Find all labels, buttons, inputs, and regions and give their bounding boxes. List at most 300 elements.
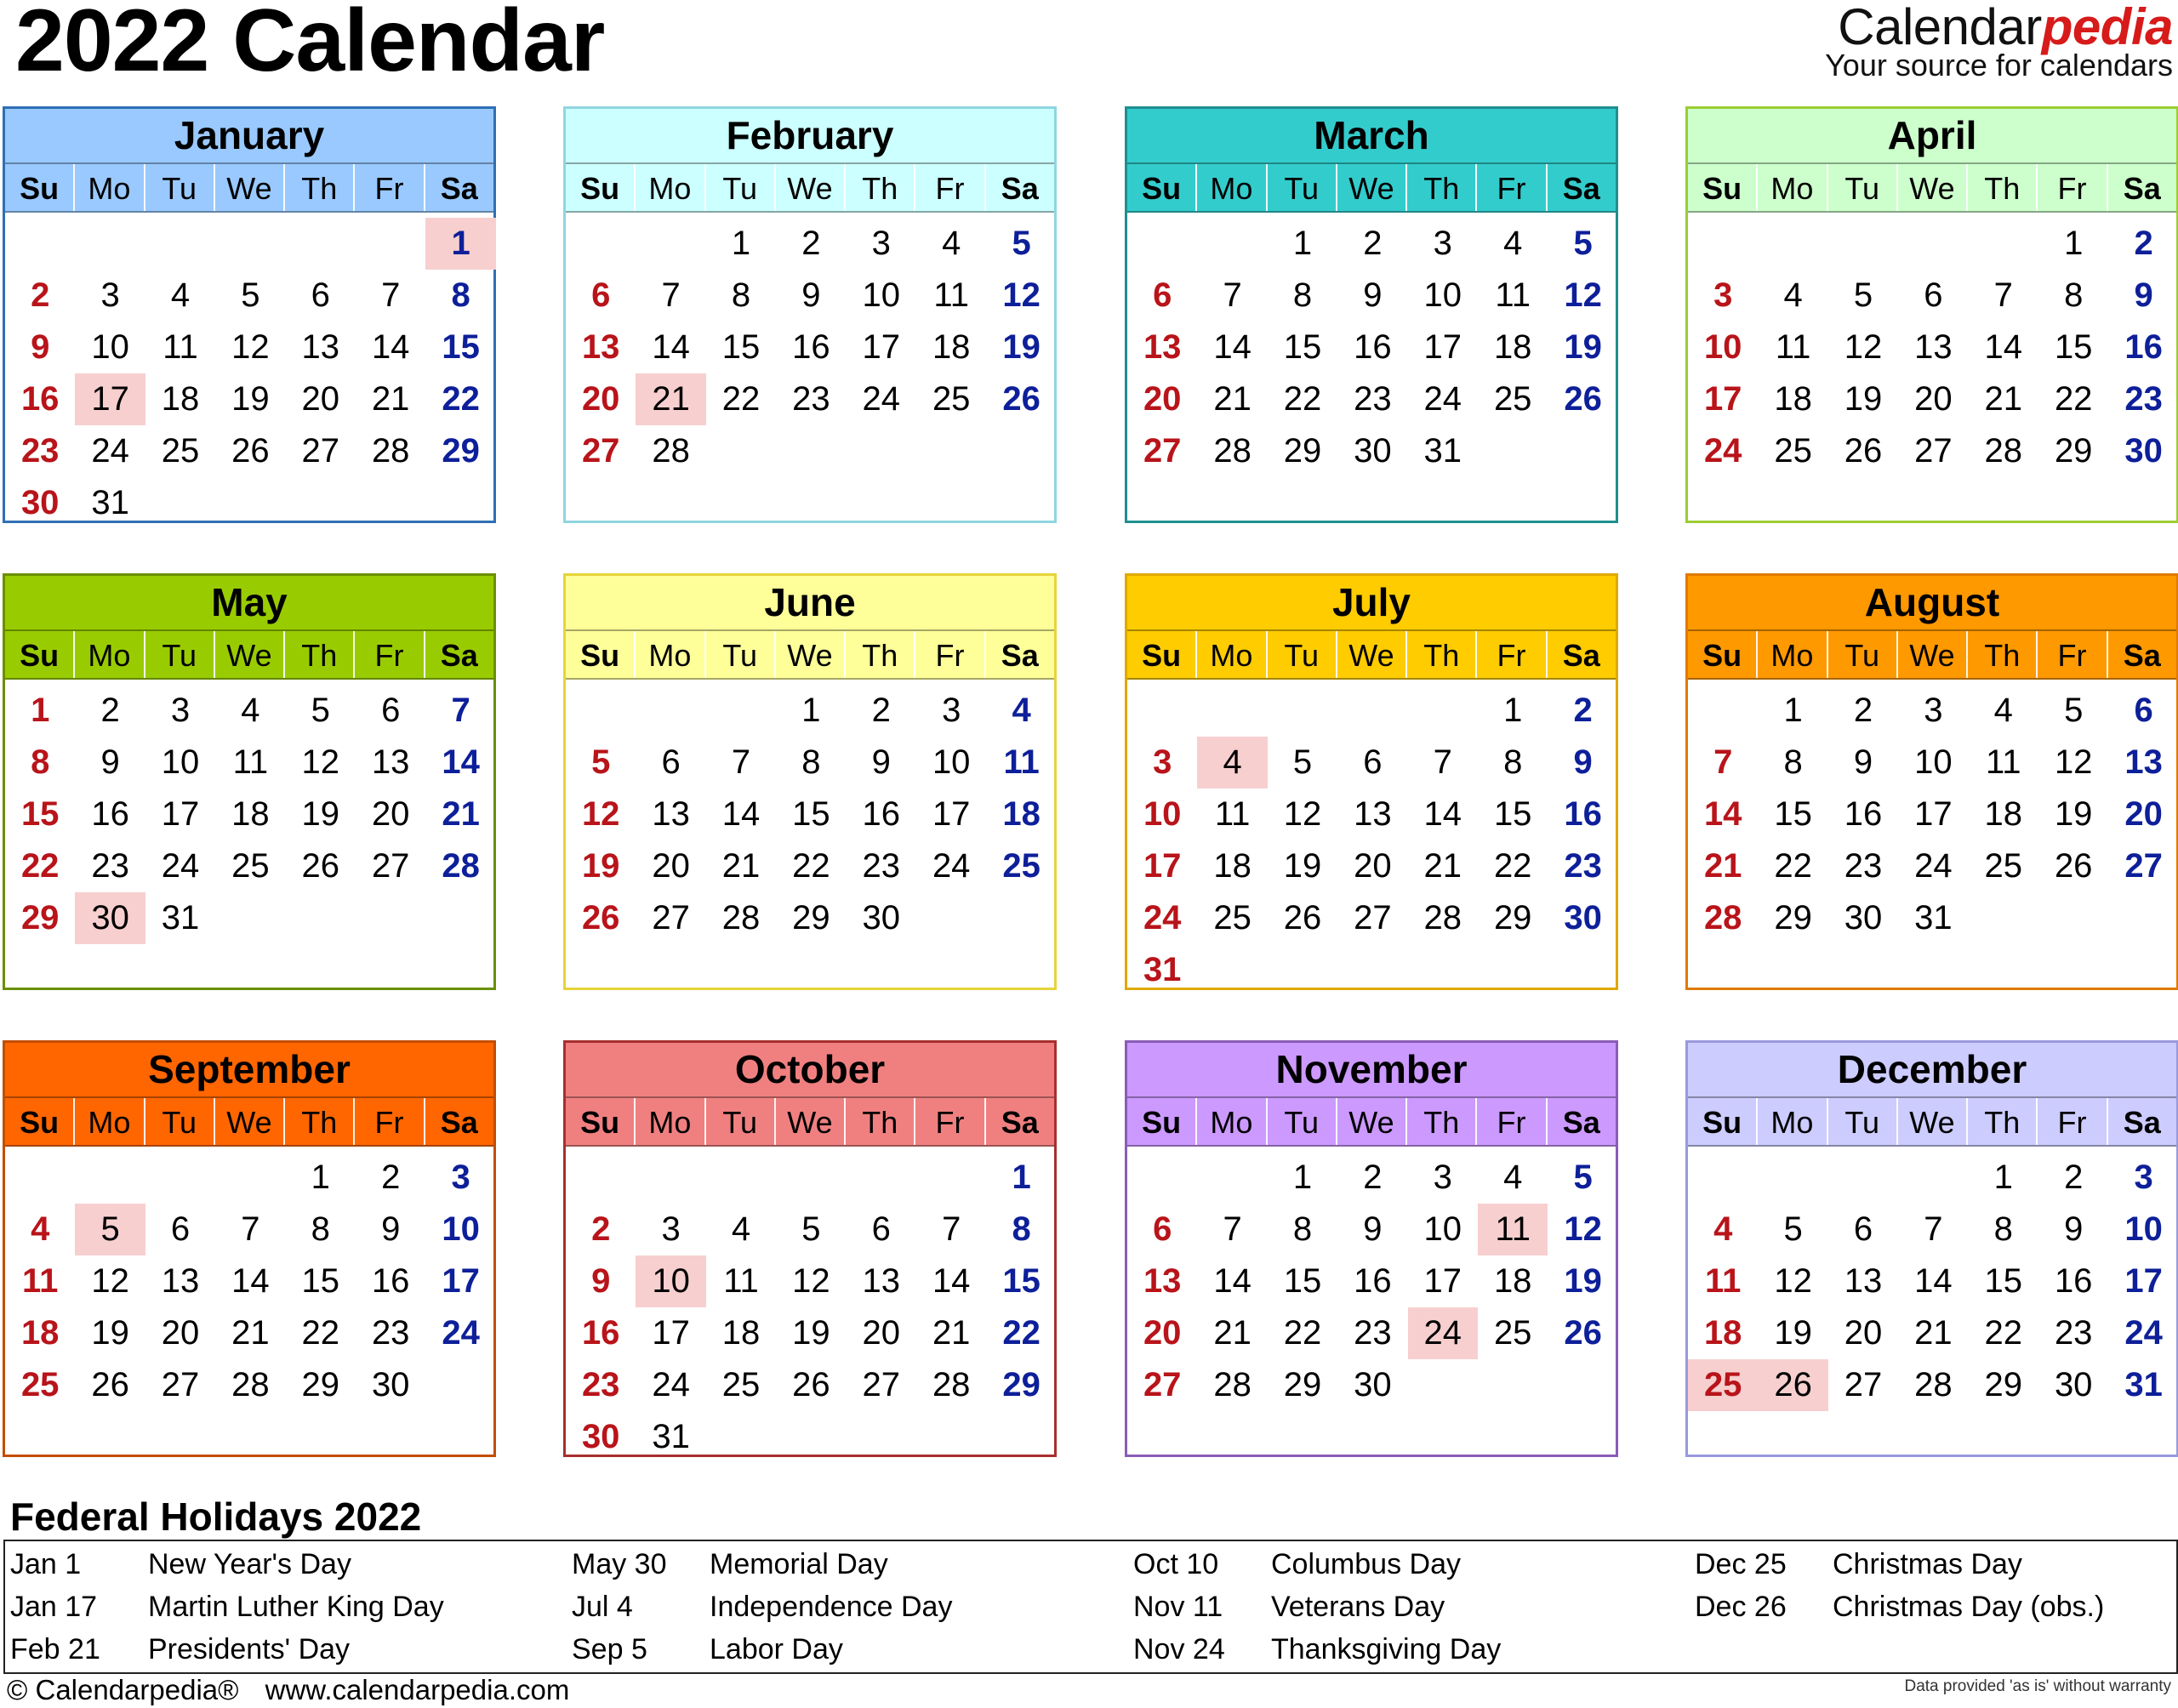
day-cell[interactable]: 28: [1984, 432, 2023, 470]
day-cell[interactable]: 17: [2124, 1262, 2163, 1300]
day-cell[interactable]: 8: [1012, 1210, 1031, 1248]
day-cell[interactable]: 26: [581, 899, 620, 937]
day-cell[interactable]: 8: [1503, 743, 1523, 781]
day-cell[interactable]: 29: [301, 1366, 340, 1403]
day-cell[interactable]: 31: [91, 484, 129, 521]
day-cell[interactable]: 4: [1993, 692, 2013, 729]
day-cell[interactable]: 28: [932, 1366, 971, 1403]
day-cell[interactable]: 14: [652, 328, 690, 366]
day-cell[interactable]: 1: [801, 692, 821, 729]
brand-logo[interactable]: [1825, 0, 2173, 81]
day-cell[interactable]: 9: [2064, 1210, 2084, 1248]
day-cell[interactable]: 9: [100, 743, 120, 781]
day-cell[interactable]: 31: [161, 899, 200, 937]
day-cell[interactable]: 2: [801, 225, 821, 262]
day-cell[interactable]: 2: [1573, 692, 1593, 729]
day-cell[interactable]: 10: [1143, 795, 1182, 833]
day-cell[interactable]: 4: [942, 225, 961, 262]
day-cell[interactable]: 3: [2134, 1159, 2153, 1196]
day-cell[interactable]: 4: [1503, 1159, 1523, 1196]
day-cell[interactable]: 24: [442, 1314, 480, 1352]
day-cell[interactable]: 5: [591, 743, 611, 781]
day-cell[interactable]: 7: [942, 1210, 961, 1248]
day-cell[interactable]: 20: [581, 380, 620, 418]
day-cell[interactable]: 21: [1703, 847, 1742, 885]
day-cell[interactable]: 2: [2064, 1159, 2084, 1196]
day-cell[interactable]: 5: [1292, 743, 1313, 781]
day-cell[interactable]: 28: [1213, 432, 1251, 470]
day-cell[interactable]: 19: [1564, 1262, 1602, 1300]
holiday-day[interactable]: 10: [636, 1255, 705, 1307]
day-cell[interactable]: 5: [2064, 692, 2084, 729]
day-cell[interactable]: 25: [1774, 432, 1812, 470]
day-cell[interactable]: 6: [661, 743, 681, 781]
day-cell[interactable]: 19: [2054, 795, 2093, 833]
day-cell[interactable]: 4: [731, 1210, 751, 1248]
day-cell[interactable]: 28: [1703, 899, 1742, 937]
day-cell[interactable]: 29: [1774, 899, 1812, 937]
day-cell[interactable]: 14: [1213, 328, 1251, 366]
day-cell[interactable]: 27: [2124, 847, 2163, 885]
day-cell[interactable]: 18: [1703, 1314, 1742, 1352]
day-cell[interactable]: 23: [20, 432, 60, 470]
day-cell[interactable]: 19: [1564, 328, 1602, 366]
day-cell[interactable]: 7: [661, 276, 681, 314]
day-cell[interactable]: 9: [1573, 743, 1593, 781]
day-cell[interactable]: 12: [2054, 743, 2093, 781]
day-cell[interactable]: 12: [231, 328, 270, 366]
day-cell[interactable]: 12: [1564, 276, 1602, 314]
day-cell[interactable]: 31: [2124, 1366, 2163, 1403]
day-cell[interactable]: 21: [1914, 1314, 1953, 1352]
day-cell[interactable]: 5: [241, 276, 260, 314]
day-cell[interactable]: 3: [1433, 225, 1452, 262]
day-cell[interactable]: 21: [231, 1314, 270, 1352]
day-cell[interactable]: 2: [1363, 225, 1383, 262]
day-cell[interactable]: 26: [792, 1366, 830, 1403]
day-cell[interactable]: 3: [1153, 743, 1172, 781]
day-cell[interactable]: 13: [2124, 743, 2163, 781]
day-cell[interactable]: 22: [2054, 380, 2093, 418]
day-cell[interactable]: 28: [231, 1366, 270, 1403]
day-cell[interactable]: 31: [1423, 432, 1462, 470]
day-cell[interactable]: 15: [1493, 795, 1532, 833]
day-cell[interactable]: 27: [301, 432, 340, 470]
day-cell[interactable]: 23: [2124, 380, 2163, 418]
day-cell[interactable]: 21: [1984, 380, 2023, 418]
day-cell[interactable]: 1: [311, 1159, 330, 1196]
day-cell[interactable]: 24: [161, 847, 200, 885]
day-cell[interactable]: 19: [1844, 380, 1883, 418]
day-cell[interactable]: 24: [1703, 432, 1742, 470]
day-cell[interactable]: 27: [862, 1366, 901, 1403]
day-cell[interactable]: 15: [1283, 328, 1322, 366]
day-cell[interactable]: 10: [932, 743, 971, 781]
day-cell[interactable]: 28: [652, 432, 690, 470]
day-cell[interactable]: 6: [1924, 276, 1943, 314]
day-cell[interactable]: 24: [1914, 847, 1953, 885]
day-cell[interactable]: 9: [801, 276, 821, 314]
day-cell[interactable]: 4: [241, 692, 260, 729]
day-cell[interactable]: 23: [581, 1366, 620, 1403]
day-cell[interactable]: 21: [371, 380, 410, 418]
day-cell[interactable]: 31: [1914, 899, 1953, 937]
day-cell[interactable]: 19: [792, 1314, 830, 1352]
day-cell[interactable]: 27: [371, 847, 410, 885]
day-cell[interactable]: 1: [1993, 1159, 2013, 1196]
day-cell[interactable]: 24: [652, 1366, 690, 1403]
day-cell[interactable]: 30: [1844, 899, 1883, 937]
day-cell[interactable]: 5: [1783, 1210, 1803, 1248]
day-cell[interactable]: 21: [721, 847, 761, 885]
day-cell[interactable]: 8: [1783, 743, 1803, 781]
day-cell[interactable]: 7: [1713, 743, 1733, 781]
day-cell[interactable]: 15: [1984, 1262, 2023, 1300]
day-cell[interactable]: 16: [1844, 795, 1883, 833]
day-cell[interactable]: 18: [161, 380, 200, 418]
day-cell[interactable]: 7: [1433, 743, 1452, 781]
day-cell[interactable]: 17: [1423, 328, 1462, 366]
day-cell[interactable]: 28: [442, 847, 480, 885]
holiday-day[interactable]: 4: [1197, 737, 1267, 789]
day-cell[interactable]: 28: [1423, 899, 1462, 937]
day-cell[interactable]: 23: [91, 847, 129, 885]
day-cell[interactable]: 4: [1012, 692, 1031, 729]
day-cell[interactable]: 2: [31, 276, 50, 314]
day-cell[interactable]: 25: [1493, 380, 1532, 418]
day-cell[interactable]: 7: [1223, 276, 1242, 314]
day-cell[interactable]: 15: [1002, 1262, 1041, 1300]
day-cell[interactable]: 16: [1354, 328, 1392, 366]
day-cell[interactable]: 3: [451, 1159, 470, 1196]
day-cell[interactable]: 23: [792, 380, 830, 418]
day-cell[interactable]: 16: [792, 328, 830, 366]
day-cell[interactable]: 22: [1984, 1314, 2023, 1352]
day-cell[interactable]: 3: [100, 276, 120, 314]
holiday-day[interactable]: 30: [75, 892, 145, 944]
day-cell[interactable]: 7: [241, 1210, 260, 1248]
day-cell[interactable]: 24: [1143, 899, 1182, 937]
day-cell[interactable]: 17: [1914, 795, 1953, 833]
day-cell[interactable]: 13: [862, 1262, 901, 1300]
day-cell[interactable]: 28: [1914, 1366, 1953, 1403]
day-cell[interactable]: 10: [442, 1210, 480, 1248]
day-cell[interactable]: 20: [862, 1314, 901, 1352]
day-cell[interactable]: 2: [2134, 225, 2153, 262]
day-cell[interactable]: 16: [1354, 1262, 1392, 1300]
day-cell[interactable]: 6: [1853, 1210, 1873, 1248]
day-cell[interactable]: 3: [942, 692, 961, 729]
day-cell[interactable]: 6: [1363, 743, 1383, 781]
day-cell[interactable]: 5: [1573, 225, 1593, 262]
day-cell[interactable]: 25: [1002, 847, 1041, 885]
day-cell[interactable]: 15: [721, 328, 761, 366]
day-cell[interactable]: 16: [91, 795, 129, 833]
day-cell[interactable]: 8: [801, 743, 821, 781]
website-link[interactable]: www.calendarpedia.com: [265, 1674, 570, 1705]
day-cell[interactable]: 13: [161, 1262, 200, 1300]
day-cell[interactable]: 28: [371, 432, 410, 470]
day-cell[interactable]: 26: [1564, 1314, 1602, 1352]
day-cell[interactable]: 2: [591, 1210, 611, 1248]
day-cell[interactable]: 12: [581, 795, 620, 833]
day-cell[interactable]: 30: [371, 1366, 410, 1403]
day-cell[interactable]: 28: [721, 899, 761, 937]
day-cell[interactable]: 17: [1423, 1262, 1462, 1300]
day-cell[interactable]: 26: [1844, 432, 1883, 470]
day-cell[interactable]: 14: [1984, 328, 2023, 366]
day-cell[interactable]: 26: [91, 1366, 129, 1403]
day-cell[interactable]: 18: [1002, 795, 1041, 833]
holiday-day[interactable]: 17: [75, 373, 145, 425]
day-cell[interactable]: 12: [1564, 1210, 1602, 1248]
day-cell[interactable]: 11: [1705, 1262, 1742, 1300]
day-cell[interactable]: 15: [1774, 795, 1812, 833]
day-cell[interactable]: 19: [1283, 847, 1322, 885]
day-cell[interactable]: 26: [2054, 847, 2093, 885]
day-cell[interactable]: 25: [20, 1366, 60, 1403]
day-cell[interactable]: 19: [91, 1314, 129, 1352]
day-cell[interactable]: 3: [170, 692, 191, 729]
day-cell[interactable]: 26: [231, 432, 270, 470]
day-cell[interactable]: 2: [100, 692, 120, 729]
day-cell[interactable]: 20: [1844, 1314, 1883, 1352]
day-cell[interactable]: 13: [1143, 1262, 1182, 1300]
day-cell[interactable]: 26: [1283, 899, 1322, 937]
day-cell[interactable]: 14: [442, 743, 480, 781]
day-cell[interactable]: 26: [1002, 380, 1041, 418]
day-cell[interactable]: 7: [451, 692, 470, 729]
day-cell[interactable]: 31: [1143, 951, 1182, 988]
day-cell[interactable]: 11: [1003, 743, 1040, 781]
day-cell[interactable]: 3: [1924, 692, 1943, 729]
day-cell[interactable]: 2: [381, 1159, 401, 1196]
day-cell[interactable]: 6: [170, 1210, 191, 1248]
day-cell[interactable]: 11: [232, 743, 269, 781]
day-cell[interactable]: 13: [581, 328, 620, 366]
day-cell[interactable]: 25: [1984, 847, 2023, 885]
day-cell[interactable]: 8: [731, 276, 751, 314]
day-cell[interactable]: 7: [381, 276, 401, 314]
day-cell[interactable]: 27: [1354, 899, 1392, 937]
day-cell[interactable]: 19: [231, 380, 270, 418]
day-cell[interactable]: 16: [2054, 1262, 2093, 1300]
day-cell[interactable]: 14: [231, 1262, 270, 1300]
day-cell[interactable]: 13: [301, 328, 340, 366]
day-cell[interactable]: 6: [1153, 276, 1172, 314]
day-cell[interactable]: 6: [591, 276, 611, 314]
day-cell[interactable]: 11: [1495, 276, 1531, 314]
day-cell[interactable]: 3: [661, 1210, 681, 1248]
holiday-day[interactable]: 11: [1478, 1204, 1548, 1255]
day-cell[interactable]: 15: [442, 328, 480, 366]
day-cell[interactable]: 8: [31, 743, 50, 781]
day-cell[interactable]: 25: [161, 432, 200, 470]
day-cell[interactable]: 20: [1143, 380, 1182, 418]
day-cell[interactable]: 1: [1292, 1159, 1313, 1196]
day-cell[interactable]: 27: [1844, 1366, 1883, 1403]
day-cell[interactable]: 30: [2124, 432, 2163, 470]
day-cell[interactable]: 10: [1703, 328, 1742, 366]
day-cell[interactable]: 3: [1713, 276, 1733, 314]
day-cell[interactable]: 25: [721, 1366, 761, 1403]
day-cell[interactable]: 11: [162, 328, 198, 366]
day-cell[interactable]: 27: [1914, 432, 1953, 470]
day-cell[interactable]: 23: [1354, 380, 1392, 418]
day-cell[interactable]: 8: [1292, 1210, 1313, 1248]
day-cell[interactable]: 12: [1844, 328, 1883, 366]
day-cell[interactable]: 4: [170, 276, 191, 314]
day-cell[interactable]: 20: [1914, 380, 1953, 418]
day-cell[interactable]: 15: [1283, 1262, 1322, 1300]
day-cell[interactable]: 21: [932, 1314, 971, 1352]
day-cell[interactable]: 18: [20, 1314, 60, 1352]
day-cell[interactable]: 12: [1002, 276, 1041, 314]
day-cell[interactable]: 9: [1853, 743, 1873, 781]
day-cell[interactable]: 22: [442, 380, 480, 418]
day-cell[interactable]: 23: [1354, 1314, 1392, 1352]
day-cell[interactable]: 13: [652, 795, 690, 833]
day-cell[interactable]: 30: [581, 1418, 620, 1455]
day-cell[interactable]: 8: [451, 276, 470, 314]
day-cell[interactable]: 10: [1423, 276, 1462, 314]
day-cell[interactable]: 3: [1433, 1159, 1452, 1196]
holiday-day[interactable]: 26: [1758, 1359, 1827, 1411]
day-cell[interactable]: 13: [1143, 328, 1182, 366]
holiday-day[interactable]: 21: [636, 373, 705, 425]
day-cell[interactable]: 20: [301, 380, 340, 418]
day-cell[interactable]: 3: [871, 225, 891, 262]
day-cell[interactable]: 16: [862, 795, 901, 833]
day-cell[interactable]: 30: [1564, 899, 1602, 937]
day-cell[interactable]: 5: [311, 692, 330, 729]
day-cell[interactable]: 30: [1354, 432, 1392, 470]
day-cell[interactable]: 23: [862, 847, 901, 885]
day-cell[interactable]: 8: [311, 1210, 330, 1248]
day-cell[interactable]: 2: [1853, 692, 1873, 729]
day-cell[interactable]: 16: [20, 380, 60, 418]
day-cell[interactable]: 22: [1283, 380, 1322, 418]
day-cell[interactable]: 23: [371, 1314, 410, 1352]
day-cell[interactable]: 18: [932, 328, 971, 366]
day-cell[interactable]: 22: [1002, 1314, 1041, 1352]
day-cell[interactable]: 10: [862, 276, 901, 314]
day-cell[interactable]: 12: [1283, 795, 1322, 833]
day-cell[interactable]: 19: [581, 847, 620, 885]
day-cell[interactable]: 14: [932, 1262, 971, 1300]
day-cell[interactable]: 29: [442, 432, 480, 470]
day-cell[interactable]: 21: [1423, 847, 1462, 885]
day-cell[interactable]: 10: [161, 743, 200, 781]
day-cell[interactable]: 29: [1984, 1366, 2023, 1403]
day-cell[interactable]: 14: [371, 328, 410, 366]
day-cell[interactable]: 9: [2134, 276, 2153, 314]
day-cell[interactable]: 13: [1354, 795, 1392, 833]
day-cell[interactable]: 4: [1783, 276, 1803, 314]
day-cell[interactable]: 6: [311, 276, 330, 314]
day-cell[interactable]: 2: [1363, 1159, 1383, 1196]
day-cell[interactable]: 10: [91, 328, 129, 366]
day-cell[interactable]: 14: [1914, 1262, 1953, 1300]
day-cell[interactable]: 18: [1493, 328, 1532, 366]
day-cell[interactable]: 24: [1423, 380, 1462, 418]
day-cell[interactable]: 17: [862, 328, 901, 366]
day-cell[interactable]: 11: [1775, 328, 1811, 366]
day-cell[interactable]: 15: [20, 795, 60, 833]
day-cell[interactable]: 6: [871, 1210, 891, 1248]
day-cell[interactable]: 19: [301, 795, 340, 833]
day-cell[interactable]: 6: [1153, 1210, 1172, 1248]
day-cell[interactable]: 4: [1503, 225, 1523, 262]
day-cell[interactable]: 24: [862, 380, 901, 418]
day-cell[interactable]: 18: [1493, 1262, 1532, 1300]
day-cell[interactable]: 2: [871, 692, 891, 729]
day-cell[interactable]: 1: [31, 692, 50, 729]
day-cell[interactable]: 12: [792, 1262, 830, 1300]
day-cell[interactable]: 29: [2054, 432, 2093, 470]
day-cell[interactable]: 15: [2054, 328, 2093, 366]
day-cell[interactable]: 22: [792, 847, 830, 885]
day-cell[interactable]: 29: [1493, 899, 1532, 937]
day-cell[interactable]: 12: [91, 1262, 129, 1300]
day-cell[interactable]: 24: [91, 432, 129, 470]
day-cell[interactable]: 20: [2124, 795, 2163, 833]
day-cell[interactable]: 9: [871, 743, 891, 781]
day-cell[interactable]: 30: [20, 484, 60, 521]
day-cell[interactable]: 29: [20, 899, 60, 937]
day-cell[interactable]: 10: [1914, 743, 1953, 781]
day-cell[interactable]: 18: [721, 1314, 761, 1352]
day-cell[interactable]: 27: [581, 432, 620, 470]
day-cell[interactable]: 19: [1002, 328, 1041, 366]
day-cell[interactable]: 9: [1363, 1210, 1383, 1248]
day-cell[interactable]: 18: [1984, 795, 2023, 833]
day-cell[interactable]: 22: [1774, 847, 1812, 885]
day-cell[interactable]: 16: [581, 1314, 620, 1352]
day-cell[interactable]: 27: [1143, 432, 1182, 470]
day-cell[interactable]: 5: [1573, 1159, 1593, 1196]
day-cell[interactable]: 12: [301, 743, 340, 781]
day-cell[interactable]: 28: [1213, 1366, 1251, 1403]
day-cell[interactable]: 10: [1423, 1210, 1462, 1248]
day-cell[interactable]: 1: [2064, 225, 2084, 262]
holiday-day[interactable]: 5: [75, 1204, 145, 1255]
day-cell[interactable]: 7: [1993, 276, 2013, 314]
day-cell[interactable]: 5: [1012, 225, 1031, 262]
day-cell[interactable]: 24: [2124, 1314, 2163, 1352]
day-cell[interactable]: 17: [1703, 380, 1742, 418]
day-cell[interactable]: 1: [1503, 692, 1523, 729]
day-cell[interactable]: 22: [1493, 847, 1532, 885]
day-cell[interactable]: 29: [1283, 432, 1322, 470]
day-cell[interactable]: 13: [371, 743, 410, 781]
day-cell[interactable]: 23: [1564, 847, 1602, 885]
day-cell[interactable]: 30: [2054, 1366, 2093, 1403]
day-cell[interactable]: 21: [1213, 1314, 1251, 1352]
day-cell[interactable]: 29: [1283, 1366, 1322, 1403]
day-cell[interactable]: 1: [1783, 692, 1803, 729]
day-cell[interactable]: 14: [1213, 1262, 1251, 1300]
day-cell[interactable]: 12: [1774, 1262, 1812, 1300]
holiday-day[interactable]: 24: [1408, 1307, 1478, 1359]
day-cell[interactable]: 17: [442, 1262, 480, 1300]
day-cell[interactable]: 16: [2124, 328, 2163, 366]
day-cell[interactable]: 25: [1493, 1314, 1532, 1352]
day-cell[interactable]: 11: [1214, 795, 1251, 833]
day-cell[interactable]: 4: [31, 1210, 50, 1248]
day-cell[interactable]: 23: [1844, 847, 1883, 885]
day-cell[interactable]: 8: [1292, 276, 1313, 314]
